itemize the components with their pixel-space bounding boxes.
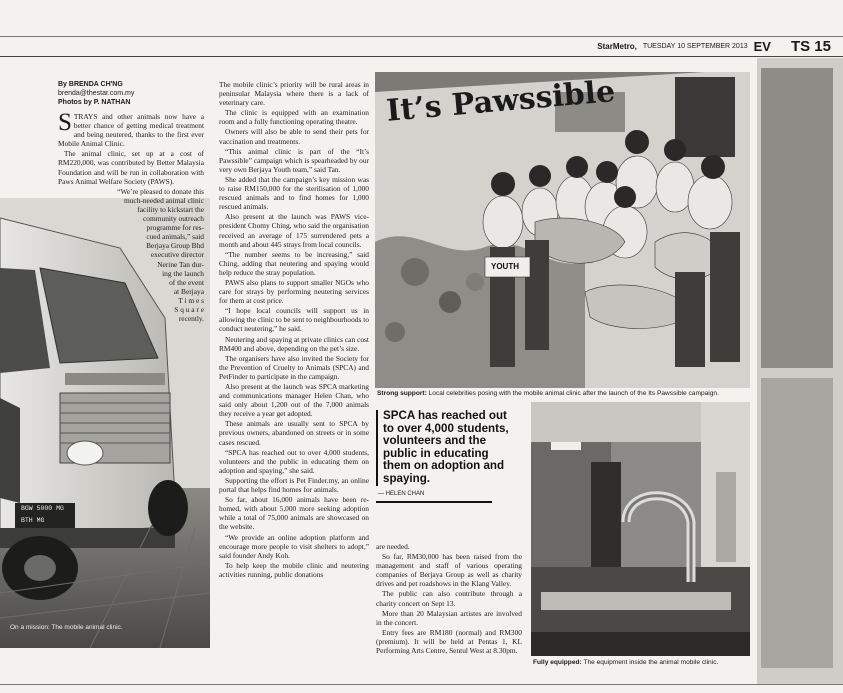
byline-photos: Photos by P. NATHAN bbox=[58, 99, 131, 106]
paragraph-line: S q u a r e bbox=[174, 304, 204, 314]
paragraph-line: programme for res- bbox=[146, 223, 204, 233]
paragraph: These animals are usually sent to SPCA by previous owners, abandoned on streets or in some cases rescued. bbox=[219, 419, 369, 447]
paragraph: Supporting the effort is Pet Finder.my, an online portal that helps find homes for animals. bbox=[219, 475, 369, 495]
paragraph: “This animal clinic is part of the “It’s Pawssible” campaign which is spearheaded by our very own Berjaya Youth team,” said Tan. bbox=[219, 146, 369, 174]
paragraph-line: executive director bbox=[150, 250, 204, 260]
issue-date: TUESDAY 10 SEPTEMBER 2013 bbox=[642, 42, 748, 50]
youth-sign: YOUTH bbox=[491, 262, 519, 271]
paragraph-line: cued animals,” said bbox=[146, 232, 204, 242]
adjacent-page-strip bbox=[757, 58, 843, 684]
paragraph: To help keep the mobile clinic and neutering activities running, public donations bbox=[219, 560, 369, 579]
paragraph: “We provide an online adoption platform and encourage more people to visit shelters to adopt,” said founder Andy Koh. bbox=[219, 532, 369, 560]
photo-celebrities bbox=[375, 72, 750, 388]
paragraph: Neutering and spaying at private clinics can cost RM400 and above, depending on the pet’s size. bbox=[219, 334, 369, 353]
paragraph: “The number seems to be increasing,” said Ching, adding that neutering and spaying would help reduce the stray population. bbox=[219, 249, 369, 277]
byline-email: brenda@thestar.com.my bbox=[58, 90, 135, 97]
paragraph-line: facility to kickstart the bbox=[137, 204, 204, 214]
column-2-body bbox=[219, 80, 369, 579]
page-number: TS 15 bbox=[790, 37, 831, 55]
paragraph: Entry fees are RM180 (normal) and RM300 (premium). It will be held at Pentas 1, KL Performing Arts Centre, Sentul West at 8.30pm. bbox=[376, 627, 522, 656]
column-3-body bbox=[376, 542, 522, 655]
bottom-rule bbox=[0, 684, 843, 685]
paragraph: “SPCA has reached out to over 4,000 students, volunteers and the public in educating them on adoption and spaying,” she said. bbox=[219, 447, 369, 475]
byline-author: By BRENDA CH'NG bbox=[58, 81, 123, 88]
plate-2: BTH MG bbox=[21, 517, 45, 524]
masthead bbox=[597, 37, 831, 55]
section-name: EV bbox=[753, 38, 771, 54]
article-column-1 bbox=[58, 80, 204, 360]
paragraph-line: “We’re pleased to donate this bbox=[117, 186, 204, 196]
photo-equipment bbox=[531, 402, 750, 656]
paragraph-line: at Berjaya bbox=[173, 286, 204, 296]
photo-bottom-caption: Fully equipped: The equipment inside the animal mobile clinic. bbox=[533, 659, 719, 666]
paragraph: PAWS also plans to support smaller NGOs who care for strays by performing neutering services for them at cost price. bbox=[219, 277, 369, 306]
plate-1: BGW 5000 MG bbox=[21, 505, 64, 512]
paragraph: She added that the campaign’s key mission was to raise RM150,000 for the sterilisation of 1,000 rescued animals and to find homes for 1,000 rescued animals. bbox=[219, 174, 369, 212]
pull-quote-source: — HELEN CHAN bbox=[378, 490, 425, 497]
masthead-rule bbox=[0, 56, 843, 57]
wrapped-paragraph bbox=[58, 187, 204, 323]
paragraph: More than 20 Malaysian artistes are involved in the concert. bbox=[376, 608, 522, 627]
pull-quote-rule bbox=[376, 501, 492, 503]
paragraph-line: ing the launch bbox=[162, 268, 204, 278]
paragraph-line: Berjaya Group Bhd bbox=[146, 241, 204, 251]
paragraph: Owners will also be able to send their pets for vaccination and treatments. bbox=[219, 127, 369, 146]
paragraph: So far, about 16,000 animals have been re-homed, with about 5,000 more seeking adoption while a total of 75,000 animals are showcased on the website. bbox=[219, 495, 369, 532]
article-column-2 bbox=[219, 80, 369, 680]
paragraph-line: T i m e s bbox=[178, 295, 204, 305]
equipment-illustration bbox=[531, 402, 750, 656]
paragraph: Also present at the launch was PAWS vice-president Chomy Ching, who said the organisation received an average of 175 surrendered pets a month and about 445 strays from local councils. bbox=[219, 212, 369, 249]
paragraph: The organisers have also invited the Society for the Prevention of Cruelty to Animals (SPCA) and PetFinder to participate in the campaign. bbox=[219, 353, 369, 381]
pull-quote bbox=[376, 410, 518, 503]
paragraph: The clinic is equipped with an examination room and a fully functioning operating theatre. bbox=[219, 108, 369, 127]
photo-left-caption: On a mission: The mobile animal clinic. bbox=[10, 624, 123, 631]
lede-paragraph: STRAYS and other animals now have a better chance of getting medical treatment and being neutered, thanks to the first ever Mobile Animal Clinic. bbox=[58, 109, 204, 149]
paragraph-line: of the event bbox=[169, 277, 204, 287]
banner-text: It’s Pawssible bbox=[385, 74, 617, 129]
paragraph: “I hope local councils will support us in allowing the clinic to be sent to neighbourhoods to conduct neutering,” he said. bbox=[219, 306, 369, 334]
pull-quote-text: SPCA has reached out to over 4,000 students, volunteers and the public in educating them on adoption and spaying. bbox=[376, 410, 518, 486]
dropcap: S bbox=[58, 109, 72, 136]
paragraph-line: Nerine Tan dur- bbox=[157, 259, 204, 269]
paragraph-line: recently. bbox=[178, 314, 204, 324]
paragraph-line: much-needed animal clinic bbox=[123, 195, 204, 205]
paragraph: The public can also contribute through a charity concert on Sept 13. bbox=[376, 589, 522, 608]
paragraph: So far, RM30,000 has been raised from the management and staff of various operating companies of Berjaya Group as well as charity drives and pet roadshows in the Klang Valley. bbox=[376, 552, 522, 589]
paragraph: are needed. bbox=[376, 542, 410, 551]
article-column-3 bbox=[376, 542, 522, 682]
paragraph: The animal clinic, set up at a cost of RM220,000, was contributed by Better Malaysia Foundation and will be run in collaboration with Paws Animal Welfare Society (PAWS). bbox=[58, 149, 204, 186]
paragraph: Also present at the launch was SPCA marketing and communications manager Helen Chan, who said only about 1,200 out of the 7,000 animals they receive a year get adopted. bbox=[219, 382, 369, 419]
photo-top-caption: Strong support: Local celebrities posing with the mobile animal clinic after the launch of the Its Pawssible campaign. bbox=[377, 390, 719, 397]
paragraph: The mobile clinic’s priority will be rural areas in peninsular Malaysia where there is a lack of veterinary care. bbox=[219, 80, 369, 108]
paragraph-line: community outreach bbox=[143, 214, 204, 224]
publication-name: StarMetro, bbox=[597, 41, 637, 51]
byline bbox=[58, 80, 204, 107]
